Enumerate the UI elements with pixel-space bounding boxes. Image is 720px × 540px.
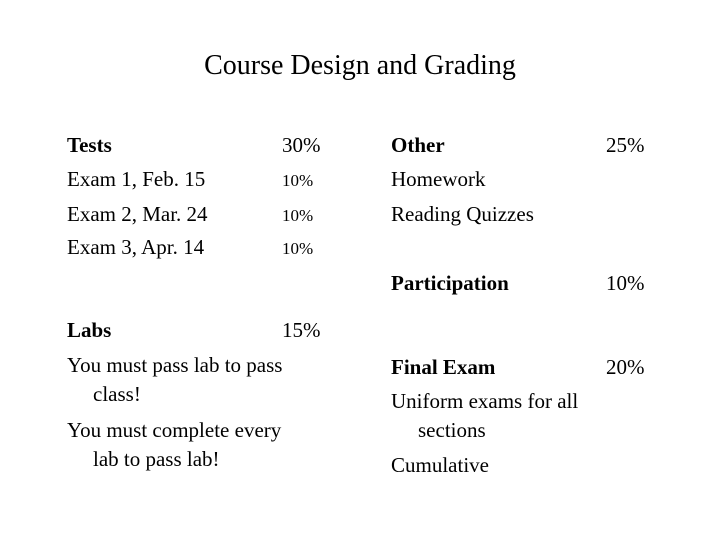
final-exam-heading: Final Exam	[391, 355, 496, 379]
reading-quizzes-label: Reading Quizzes	[391, 202, 534, 226]
exam-1-label: Exam 1, Feb. 15	[67, 167, 206, 191]
slide-title: Course Design and Grading	[204, 50, 516, 81]
exam-2-weight: 10%	[282, 206, 314, 225]
homework-label: Homework	[391, 167, 486, 191]
tests-heading: Tests	[67, 133, 112, 157]
other-heading: Other	[391, 133, 445, 157]
labs-weight: 15%	[282, 318, 321, 342]
labs-line-3: You must complete every	[67, 418, 282, 442]
exam-2-label: Exam 2, Mar. 24	[67, 202, 208, 226]
exam-1-weight: 10%	[282, 171, 314, 190]
final-exam-weight: 20%	[606, 355, 645, 379]
participation-weight: 10%	[606, 271, 645, 295]
other-weight: 25%	[606, 133, 645, 157]
tests-weight: 30%	[282, 133, 321, 157]
labs-line-2: class!	[93, 382, 141, 406]
final-exam-line-3: Cumulative	[391, 453, 489, 477]
labs-line-1: You must pass lab to pass	[67, 353, 283, 377]
labs-line-4: lab to pass lab!	[93, 447, 220, 471]
final-exam-line-1: Uniform exams for all	[391, 389, 579, 413]
final-exam-line-2: sections	[418, 418, 486, 442]
participation-heading: Participation	[391, 271, 509, 295]
labs-heading: Labs	[67, 318, 112, 342]
exam-3-weight: 10%	[282, 239, 314, 258]
exam-3-label: Exam 3, Apr. 14	[67, 235, 205, 259]
